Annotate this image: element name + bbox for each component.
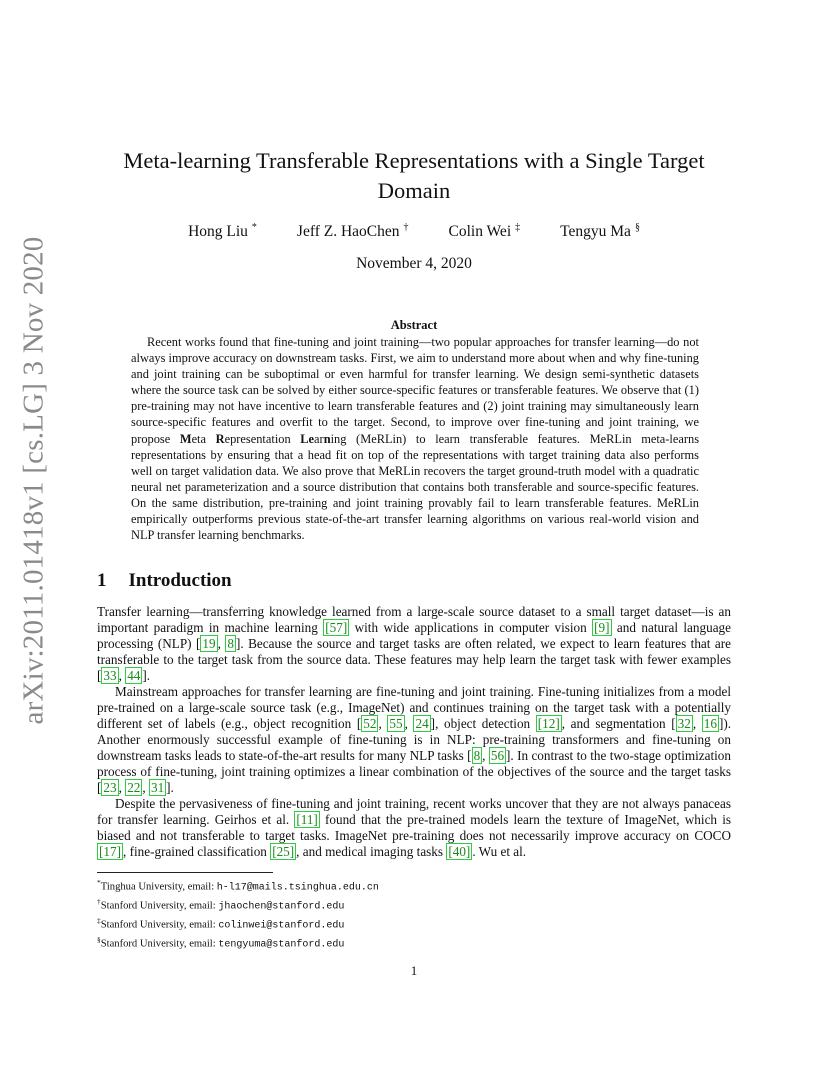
abstract-text: Recent works found that fine-tuning and joint training—two popular approaches for transfer learning—do not always improve accuracy on downstream tasks. First, we aim to understand more about when and why fine-tuning and joint training can be suboptimal or even harmful for transfer learning. We design semi-synthetic datasets where the source task can be solved by either source-specific features or transferable features. We observe that (1) pre-training may not have incentive to learn transferable features and (2) joint training may simultaneously learn source-specific features and overfit to the target. Second, to improve over fine-tuning and joint training, we propose Meta Representation Learning (MeRLin) to learn transferable features. MeRLin meta-learns representations by ensuring that a head fit on top of the representations with target training data also performs well on target validation data. We also prove that MeRLin recovers the target ground-truth model with a quadratic neural net parameterization and a source distribution that contains both transferable and source-specific features. On the same distribution, pre-training and joint training provably fail to learn transferable features. MeRLin empirically outperforms previous state-of-the-art transfer learning algorithms on various real-world vision and NLP transfer learning benchmarks. [131, 335, 700, 543]
email-address: h-l17@mails.tsinghua.edu.cn [216, 882, 379, 894]
citation-link[interactable]: [9] [594, 620, 610, 635]
citation-link[interactable]: 33 [103, 668, 117, 683]
citation-link[interactable]: [57] [325, 620, 348, 635]
citation-link[interactable]: 52 [363, 716, 377, 731]
arxiv-stamp [16, 236, 52, 724]
footnote: *Tinghua University, email: h-l17@mails.tsinghua.edu.cn [97, 878, 379, 894]
arxiv-stamp-text: arXiv:2011.01418v1 [cs.LG] 3 Nov 2020 [17, 236, 50, 724]
citation-link[interactable]: [25] [272, 844, 295, 859]
page-number: 1 [410, 963, 418, 978]
citation-link[interactable]: 44 [127, 668, 141, 683]
citation-link[interactable]: 22 [127, 780, 141, 795]
citation-link[interactable]: 16 [703, 716, 717, 731]
paragraph: Mainstream approaches for transfer learning are fine-tuning and joint training. Fine-tuning initializes from a model pre-trained on a large-scale source task (e.g., ImageNet) and continues training on the target task with a potentially different set of labels (e.g., object recognition [ 52 , 55 , 24 ], object detection [12] , and segmentation [ 32 , 16 ]). Another enormously successful example of fine-tuning is in NLP: pre-training transformers and fine-tuning on downstream tasks leads to state-of-the-art results for many NLP tasks [ 8 , 56 ]. In contrast to the two-stage optimization process of fine-tuning, joint training optimizes a linear combination of the objectives of the source and the target tasks [ 23 , 22 , 31 ]. [97, 684, 732, 795]
citation-link[interactable]: 8 [227, 636, 234, 651]
citation-link[interactable]: 8 [473, 748, 481, 763]
paragraph: Transfer learning—transferring knowledge learned from a large-scale source dataset to a small target dataset—is an important paradigm in machine learning [57] with wide applications in computer vision [9] and natural language processing (NLP) [ 19 , 8 ]. Because the source and target tasks are often related, we expect to learn features that are transferable to the target task from the source data. These features may help learn the target task with fewer examples [ 33 , 44 ]. [97, 604, 731, 683]
section-number: 1 [97, 570, 107, 591]
footnote: §Stanford University, email: tengyuma@stanford.edu [97, 934, 345, 951]
footnote-divider [97, 872, 273, 873]
citation-link[interactable]: 23 [103, 780, 117, 795]
footnote: †Stanford University, email: jhaochen@stanford.edu [97, 896, 345, 913]
paper-title: Meta-learning Transferable Representations with a Single Target Domain [123, 148, 705, 203]
citation-link[interactable]: 24 [415, 716, 429, 731]
email-address: tengyuma@stanford.edu [218, 939, 345, 951]
citation-link[interactable]: [17] [99, 844, 121, 859]
introduction-body [97, 604, 731, 860]
email-address: colinwei@stanford.edu [218, 920, 345, 932]
publication-date: November 4, 2020 [356, 255, 472, 272]
citation-link[interactable]: 32 [677, 716, 691, 731]
citation-link[interactable]: 55 [389, 716, 403, 731]
author: Jeff Z. HaoChen † [296, 222, 409, 241]
abstract-heading: Abstract [390, 318, 438, 332]
footnotes [97, 876, 379, 952]
paragraph: Despite the pervasiveness of fine-tuning and joint training, recent works uncover that they are not always panaceas for transfer learning. Geirhos et al. [11] found that the pre-trained models learn the texture of ImageNet, which is biased and not transferable to target tasks. ImageNet pre-training does not necessarily improve accuracy on COCO [17] , fine-grained classification [25] , and medical imaging tasks [40] . Wu et al. [97, 796, 731, 859]
section-heading [97, 570, 232, 592]
citation-link[interactable]: 56 [490, 748, 505, 763]
author: Colin Wei ‡ [448, 222, 521, 241]
citation-link[interactable]: 31 [150, 780, 165, 795]
author: Tengyu Ma § [560, 222, 640, 241]
citation-link[interactable]: [12] [537, 716, 560, 731]
citation-link[interactable]: 19 [202, 636, 216, 651]
author: Hong Liu * [188, 222, 257, 241]
email-address: jhaochen@stanford.edu [218, 901, 345, 913]
citation-link[interactable]: [11] [296, 812, 318, 827]
citation-link[interactable]: [40] [448, 844, 471, 859]
footnote: ‡Stanford University, email: colinwei@stanford.edu [97, 915, 345, 932]
author-list [96, 222, 732, 241]
section-title: Introduction [128, 570, 232, 591]
